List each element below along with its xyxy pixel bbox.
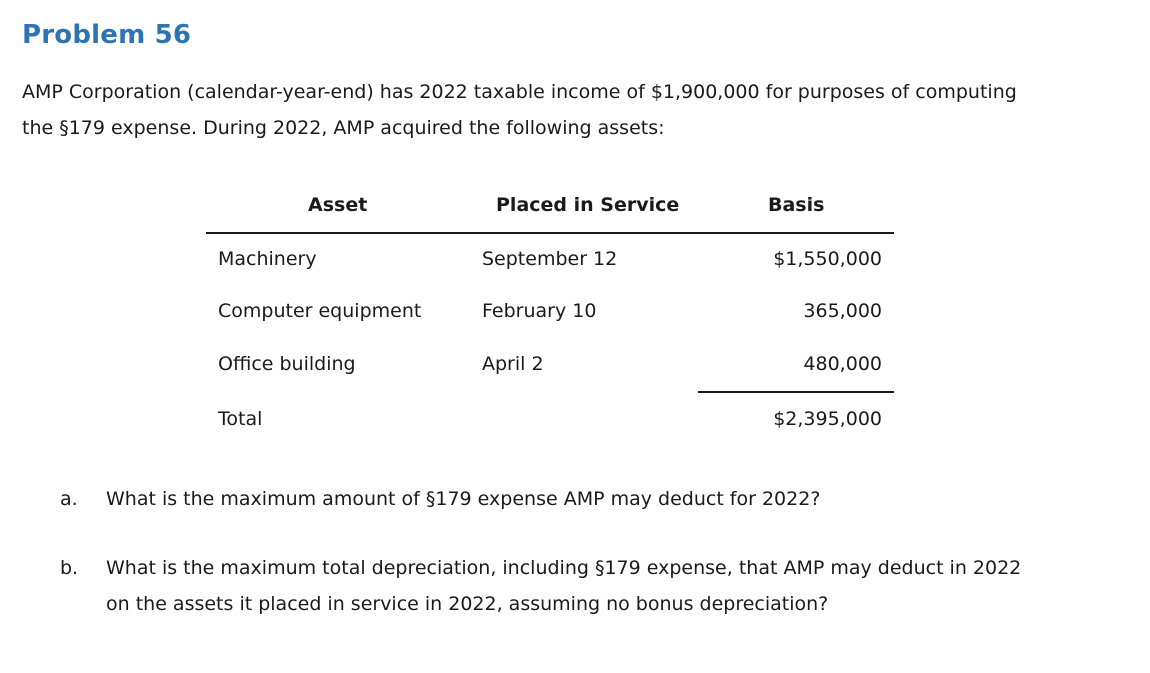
- problem-title: Problem 56: [22, 20, 192, 50]
- row-placed-in-service: February 10: [482, 300, 597, 322]
- header-asset: Asset: [308, 194, 368, 216]
- table-row: [206, 248, 894, 276]
- question-b-line-1: What is the maximum total depreciation, including §179 expense, that AMP may deduct in 2022: [106, 557, 1022, 579]
- header-placed-in-service: Placed in Service: [496, 194, 680, 216]
- table-row: [206, 300, 894, 328]
- row-asset: Machinery: [218, 248, 317, 270]
- question-a-line-1: What is the maximum amount of §179 expense AMP may deduct for 2022?: [106, 488, 821, 510]
- question-a-marker: a.: [60, 488, 78, 510]
- row-asset: Computer equipment: [218, 300, 422, 322]
- intro-line-1: AMP Corporation (calendar-year-end) has 2022 taxable income of $1,900,000 for purposes of computing: [22, 81, 1017, 103]
- row-placed-in-service: April 2: [482, 353, 544, 375]
- row-basis: $1,550,000: [773, 248, 882, 270]
- question-b-marker: b.: [60, 557, 79, 579]
- total-basis: $2,395,000: [773, 408, 882, 430]
- row-basis: 480,000: [803, 353, 882, 375]
- header-basis: Basis: [768, 194, 825, 216]
- question-a-text: [106, 481, 1116, 517]
- question-b-text: [106, 550, 1116, 622]
- question-b-line-2: on the assets it placed in service in 2022, assuming no bonus depreciation?: [106, 593, 829, 615]
- row-placed-in-service: September 12: [482, 248, 618, 270]
- table-row: [206, 353, 894, 381]
- total-row: [206, 408, 894, 436]
- row-basis: 365,000: [803, 300, 882, 322]
- header-rule: [206, 232, 894, 234]
- total-rule: [698, 391, 894, 393]
- intro-line-2: the §179 expense. During 2022, AMP acquired the following assets:: [22, 117, 665, 139]
- total-label: Total: [218, 408, 263, 430]
- problem-intro: [22, 74, 1132, 146]
- row-asset: Office building: [218, 353, 356, 375]
